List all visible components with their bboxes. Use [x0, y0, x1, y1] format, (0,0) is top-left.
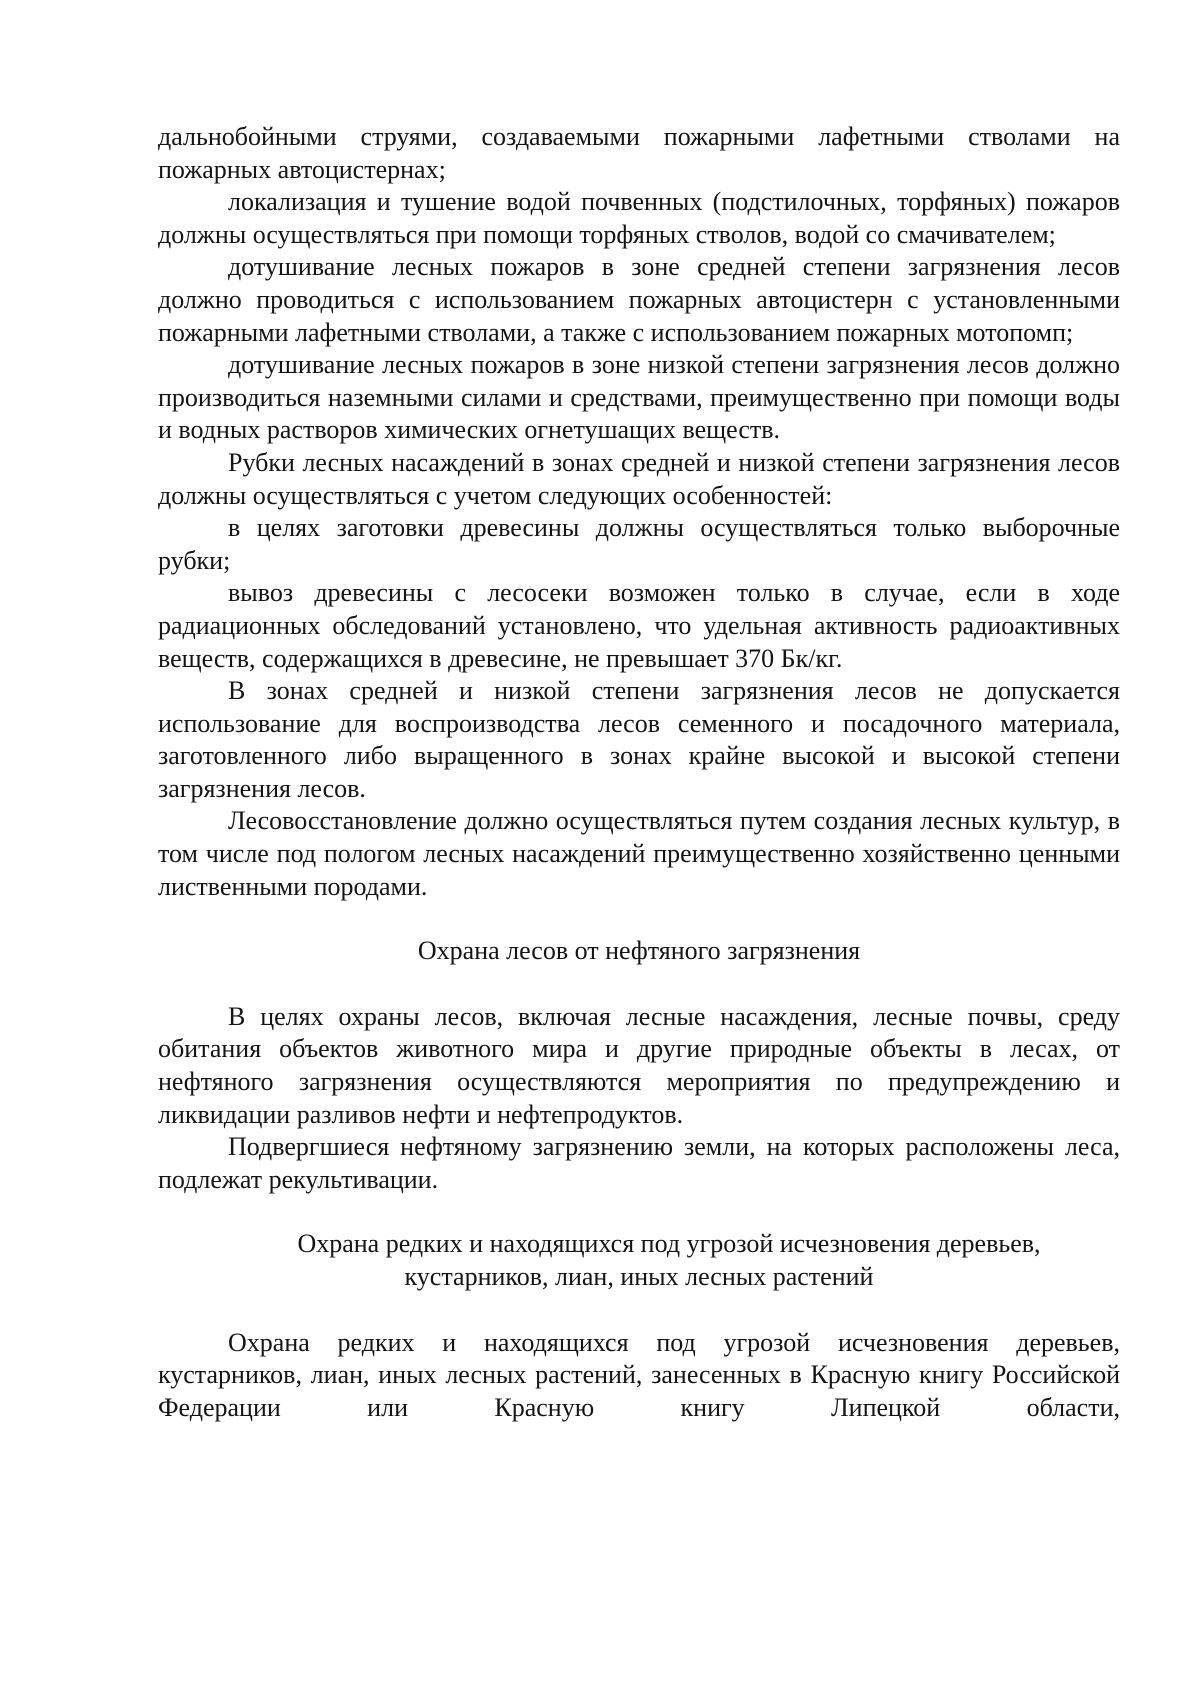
paragraph: дальнобойными струями, создаваемыми пожарными лафетными стволами на пожарных автоцистернах;: [158, 122, 1120, 184]
paragraph: локализация и тушение водой почвенных (подстилочных, торфяных) пожаров должны осуществляться при помощи торфяных стволов, водой со смачивателем;: [158, 187, 1120, 249]
paragraph: Охрана редких и находящихся под угрозой исчезновения деревьев, кустарников, лиан, иных лесных растений, занесенных в Красную книгу Российской Федерации или Красную книгу Липецкой области,: [158, 1327, 1120, 1422]
paragraph: дотушивание лесных пожаров в зоне низкой степени загрязнения лесов должно производиться наземными силами и средствами, преимущественно при помощи воды и водных растворов химических огнетушащих веществ.: [158, 350, 1120, 445]
paragraph: Лесовосстановление должно осуществляться путем создания лесных культур, в том числе под пологом лесных насаждений преимущественно хозяйственно ценными лиственными породами.: [158, 806, 1120, 901]
paragraph: дотушивание лесных пожаров в зоне средней степени загрязнения лесов должно проводиться с использованием пожарных автоцистерн с установленными пожарными лафетными стволами, а также с использованием пожарных мотопомп;: [158, 252, 1120, 347]
section-heading-rare-plants: [158, 1228, 1120, 1293]
section-heading-line: Охрана редких и находящихся под угрозой исчезновения деревьев,: [297, 1229, 1041, 1259]
paragraph: В зонах средней и низкой степени загрязнения лесов не допускается использование для воспроизводства лесов семенного и посадочного материала, заготовленного либо выращенного в зонах крайне высокой и высокой степени загрязнения лесов.: [158, 676, 1120, 803]
section-heading-oil-pollution: Охрана лесов от нефтяного загрязнения: [417, 936, 861, 966]
paragraph: В целях охраны лесов, включая лесные насаждения, лесные почвы, среду обитания объектов животного мира и другие природные объекты в лесах, от нефтяного загрязнения осуществляются мероприятия по предупреждению и ликвидации разливов нефти и нефтепродуктов.: [158, 1001, 1120, 1129]
paragraph: Подвергшиеся нефтяному загрязнению земли, на которых расположены леса, подлежат рекультивации.: [158, 1132, 1120, 1194]
section-heading-line: кустарников, лиан, иных лесных растений: [404, 1262, 874, 1291]
document-body: [158, 121, 1120, 1424]
paragraph: Рубки лесных насаждений в зонах средней и низкой степени загрязнения лесов должны осуществляться с учетом следующих особенностей:: [158, 447, 1120, 510]
paragraph: вывоз древесины с лесосеки возможен только в случае, если в ходе радиационных обследований установлено, что удельная активность радиоактивных веществ, содержащихся в древесине, не превышает 370 Бк/кг.: [158, 578, 1120, 673]
paragraph: в целях заготовки древесины должны осуществляться только выборочные рубки;: [158, 513, 1120, 575]
